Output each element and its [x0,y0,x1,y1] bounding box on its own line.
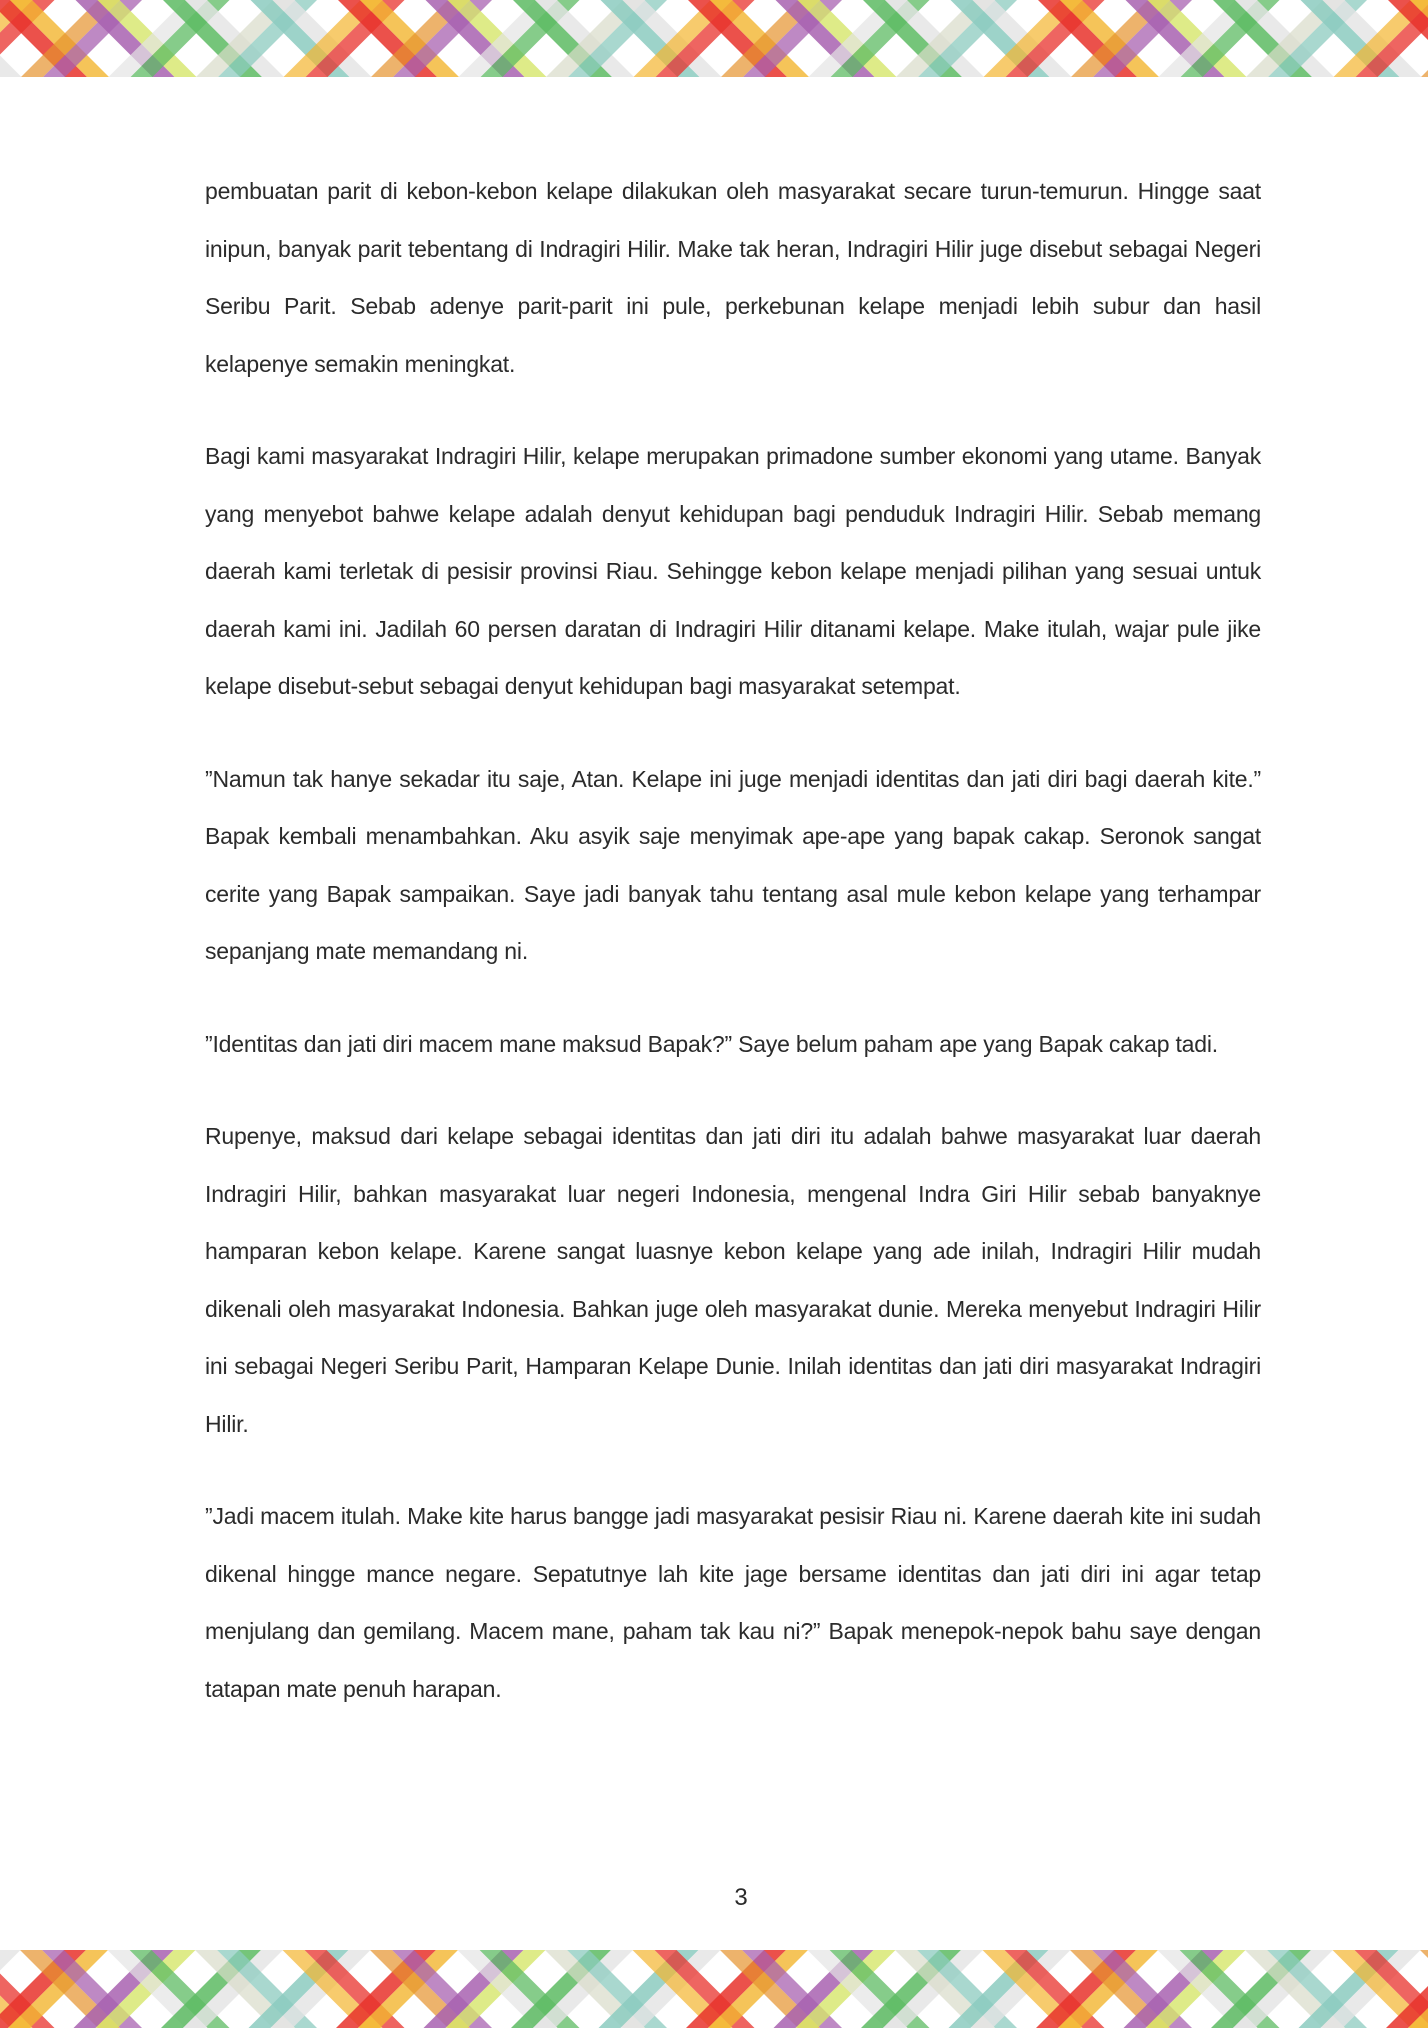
paragraph-2: Bagi kami masyarakat Indragiri Hilir, kelape merupakan primadone sumber ekonomi yang utame. Banyak yang menyebot bahwe kelape adalah denyut kehidupan bagi penduduk Indragiri Hilir. Sebab memang daerah kami terletak di pesisir provinsi Riau. Sehingge kebon kelape menjadi pilihan yang sesuai untuk daerah kami ini. Jadilah 60 persen daratan di Indragiri Hilir ditanami kelape. Make itulah, wajar pule jike kelape disebut-sebut sebagai denyut kehidupan bagi masyarakat setempat. [205,443,1261,699]
top-zigzag-border [0,0,1428,80]
paragraph-5: Rupenye, maksud dari kelape sebagai identitas dan jati diri itu adalah bahwe masyarakat luar daerah Indragiri Hilir, bahkan masyarakat luar negeri Indonesia, mengenal Indra Giri Hilir sebab banyaknye hamparan kebon kelape. Karene sangat luasnye kebon kelape yang ade inilah, Indragiri Hilir mudah dikenali oleh masyarakat Indonesia. Bahkan juge oleh masyarakat dunie. Mereka menyebut Indragiri Hilir ini sebagai Negeri Seribu Parit, Hamparan Kelape Dunie. Inilah identitas dan jati diri masyarakat Indragiri Hilir. [205,1123,1261,1437]
paragraph-6: ”Jadi macem itulah. Make kite harus bangge jadi masyarakat pesisir Riau ni. Karene daerah kite ini sudah dikenal hingge mance negare. Sepatutnye lah kite jage bersame identitas dan jati diri ini agar tetap menjulang dan gemilang. Macem mane, paham tak kau ni?” Bapak menepok-nepok bahu saye dengan tatapan mate penuh harapan. [205,1503,1261,1702]
bottom-zigzag-border [0,1948,1428,2028]
paragraph-3: ”Namun tak hanye sekadar itu saje, Atan. Kelape ini juge menjadi identitas dan jati diri bagi daerah kite.” Bapak kembali menambahkan. Aku asyik saje menyimak ape-ape yang bapak cakap. Seronok sangat cerite yang Bapak sampaikan. Saye jadi banyak tahu tentang asal mule kebon kelape yang terhampar sepanjang mate memandang ni. [205,765,1261,964]
paragraph-1: pembuatan parit di kebon-kebon kelape dilakukan oleh masyarakat secare turun-temurun. Hingge saat inipun, banyak parit tebentang di Indragiri Hilir. Make tak heran, Indragiri Hilir juge disebut sebagai Negeri Seribu Parit. Sebab adenye parit-parit ini pule, perkebunan kelape menjadi lebih subur dan hasil kelapenye semakin meningkat. [205,178,1261,377]
page-number: 3 [734,1884,748,1911]
paragraph-4: ”Identitas dan jati diri macem mane maksud Bapak?” Saye belum paham ape yang Bapak cakap tadi. [205,1030,1218,1057]
document-body [205,163,1261,1753]
